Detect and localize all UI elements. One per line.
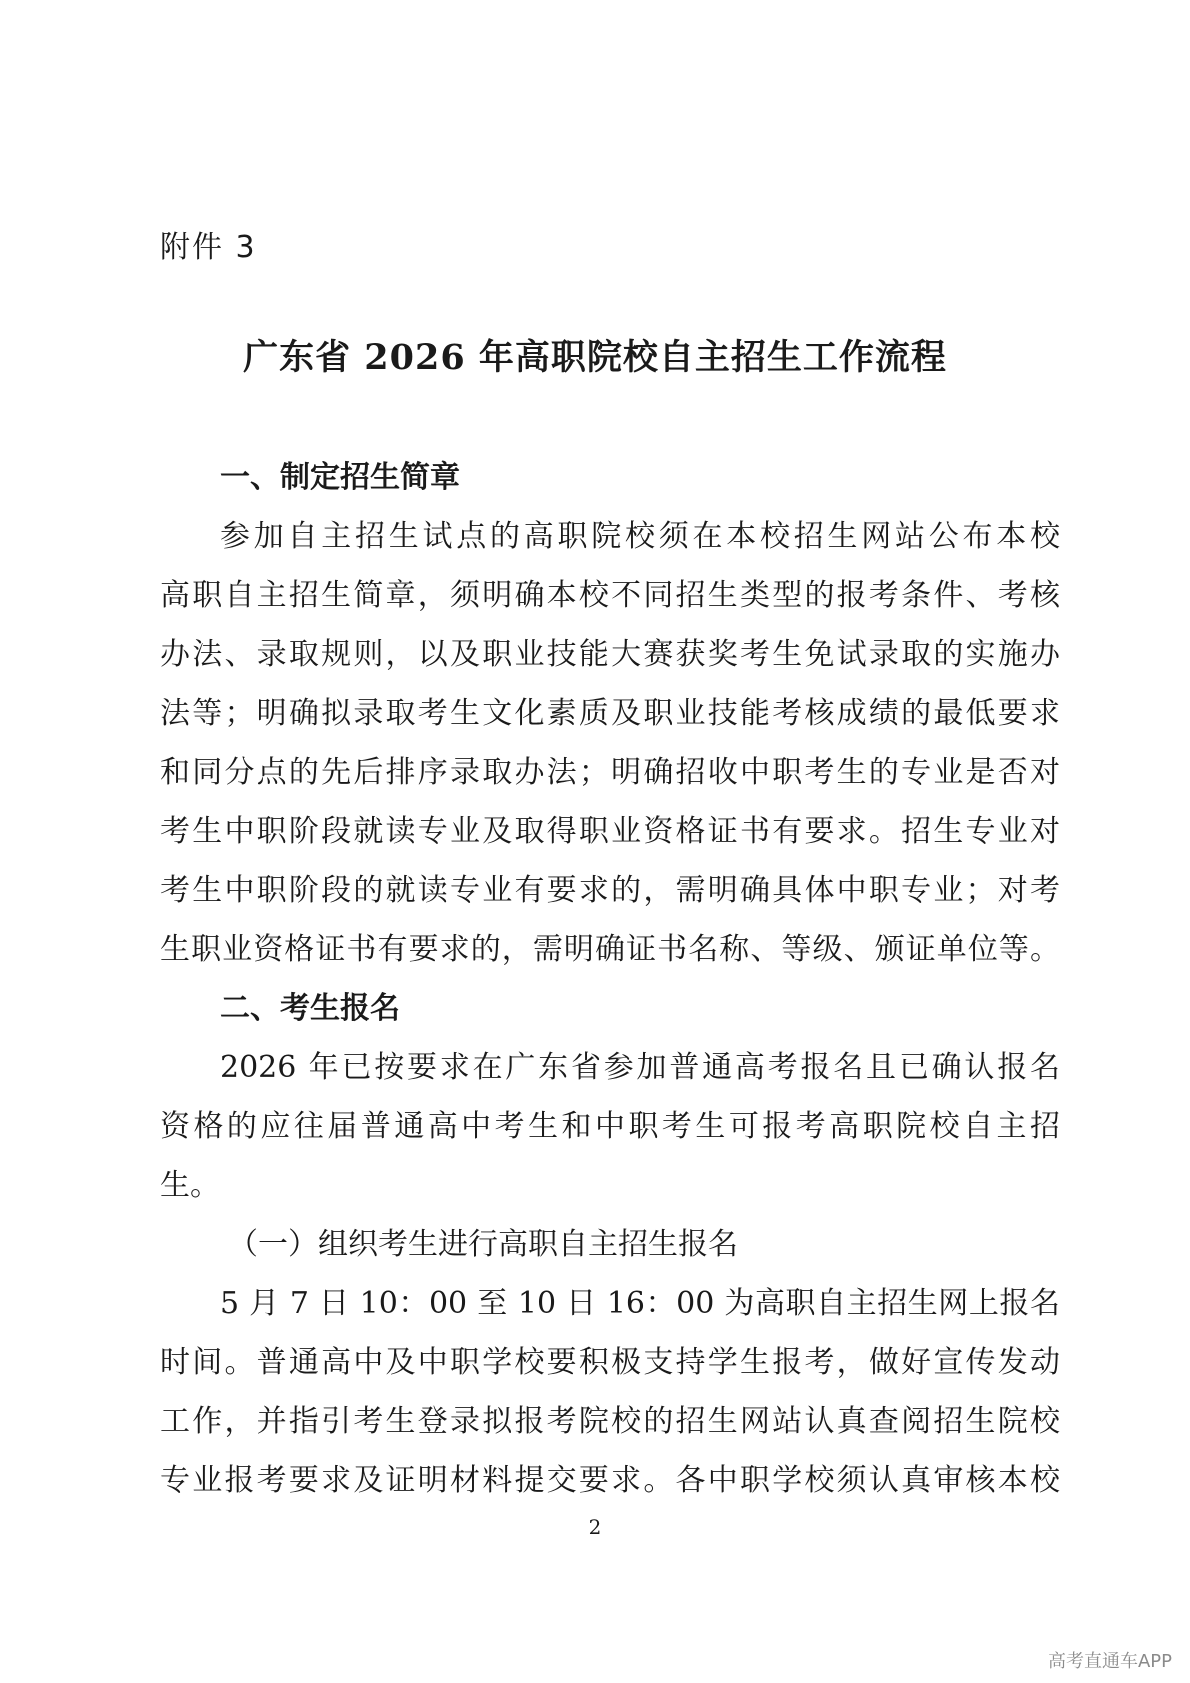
paragraph-line: 时间。普通高中及中职学校要积极支持学生报考，做好宣传发动 <box>160 1345 1060 1380</box>
paragraph-line: 5 月 7 日 10：00 至 10 日 16：00 为高职自主招生网上报名 <box>220 1286 1060 1321</box>
paragraph-line: 考生中职阶段的就读专业有要求的，需明确具体中职专业；对考 <box>160 873 1060 908</box>
paragraph-line: 生职业资格证书有要求的，需明确证书名称、等级、颁证单位等。 <box>160 932 1060 967</box>
paragraph-line: 专业报考要求及证明材料提交要求。各中职学校须认真审核本校 <box>160 1463 1060 1498</box>
paragraph-line: 资格的应往届普通高中考生和中职考生可报考高职院校自主招 <box>160 1109 1060 1144</box>
paragraph-line: 高职自主招生简章，须明确本校不同招生类型的报考条件、考核 <box>160 578 1060 613</box>
section-heading: 一、制定招生简章 <box>220 460 460 495</box>
subsection-heading: （一）组织考生进行高职自主招生报名 <box>228 1227 738 1262</box>
paragraph-line: 考生中职阶段就读专业及取得职业资格证书有要求。招生专业对 <box>160 814 1060 849</box>
document-body <box>160 448 1060 1510</box>
watermark: 高考直通车APP <box>1047 1651 1172 1672</box>
paragraph-line: 2026 年已按要求在广东省参加普通高考报名且已确认报名 <box>220 1050 1060 1085</box>
paragraph-line: 法等；明确拟录取考生文化素质及职业技能考核成绩的最低要求 <box>160 696 1060 731</box>
page-number: 2 <box>588 1515 602 1539</box>
section-heading: 二、考生报名 <box>220 991 400 1026</box>
paragraph-line: 办法、录取规则，以及职业技能大赛获奖考生免试录取的实施办 <box>160 637 1060 672</box>
paragraph-line: 和同分点的先后排序录取办法；明确招收中职考生的专业是否对 <box>160 755 1060 790</box>
document-title: 广东省 2026 年高职院校自主招生工作流程 <box>243 337 947 378</box>
paragraph-line: 工作，并指引考生登录拟报考院校的招生网站认真查阅招生院校 <box>160 1404 1060 1439</box>
attachment-label: 附件 3 <box>160 230 257 265</box>
paragraph-line: 参加自主招生试点的高职院校须在本校招生网站公布本校 <box>220 519 1060 554</box>
paragraph-line: 生。 <box>160 1168 220 1203</box>
